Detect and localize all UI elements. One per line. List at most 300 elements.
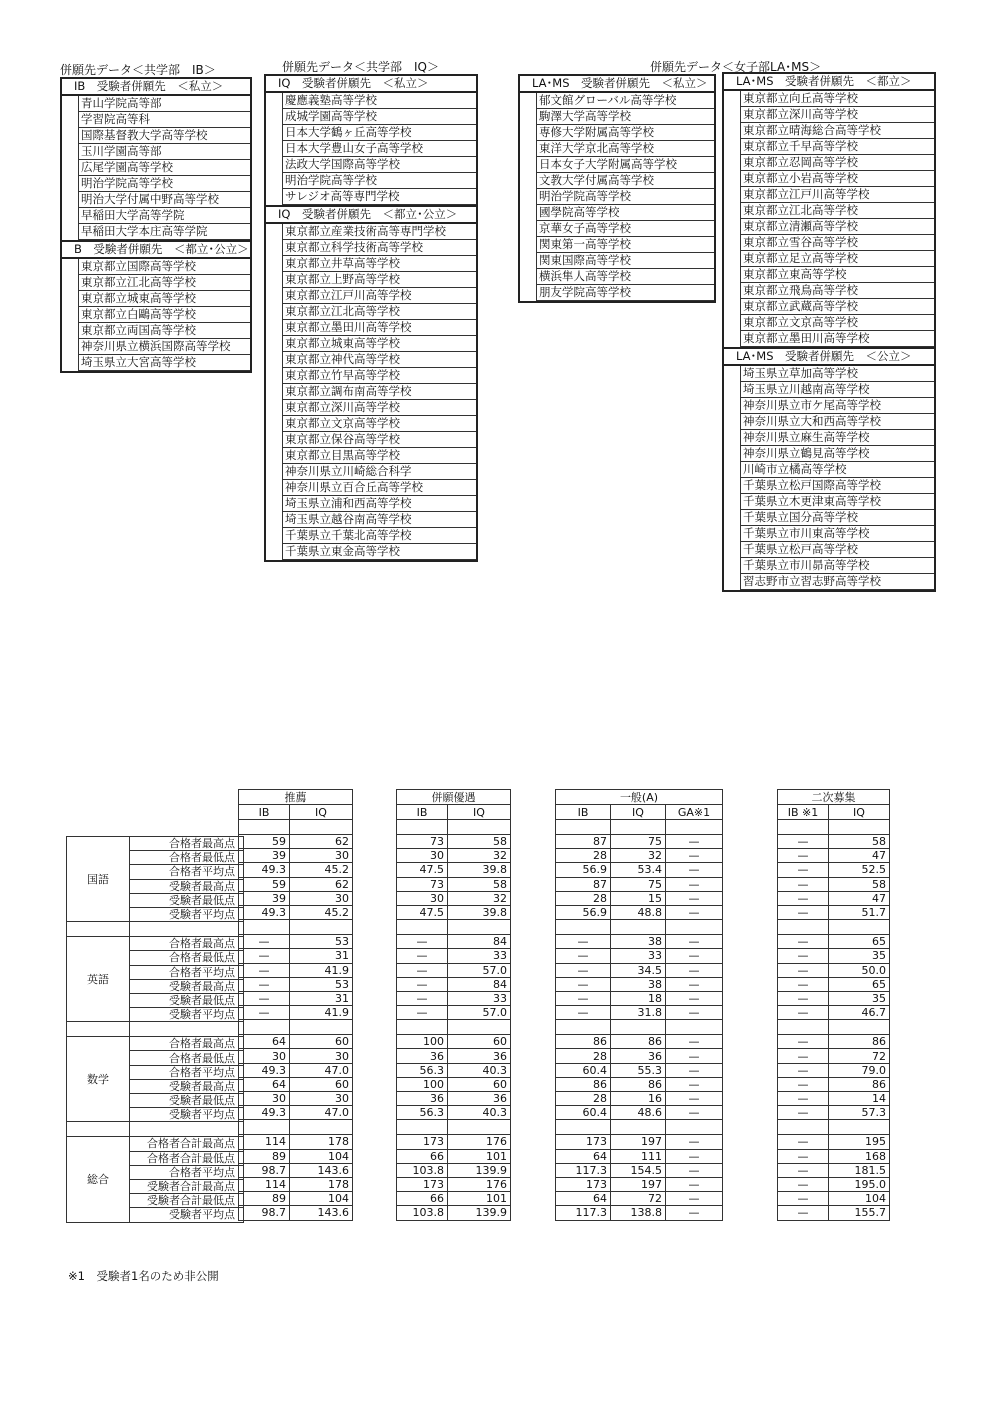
score-cell: 51.7 [829, 905, 890, 919]
school-list-item: 東京都立小岩高等学校 [740, 171, 934, 187]
score-cell: — [666, 905, 723, 919]
table-row [778, 1049, 890, 1063]
table-title: 一般(A) [556, 790, 723, 805]
score-cell: 18 [611, 991, 666, 1005]
table-row [397, 1149, 511, 1163]
metric-label: 合格者最低点 [130, 851, 244, 865]
school-list-item: 千葉県立国分高等学校 [740, 510, 934, 526]
table-row [239, 905, 353, 919]
table-title: 併願優遇 [397, 790, 511, 805]
score-cell: — [556, 949, 611, 963]
table-row [239, 1177, 353, 1191]
column-header: IB ※1 [778, 805, 829, 820]
table-row [778, 1092, 890, 1106]
table-row [556, 1163, 723, 1177]
score-cell: 45.2 [290, 905, 353, 919]
score-cell: 104 [290, 1149, 353, 1163]
score-cell: 58 [829, 877, 890, 891]
lams-public-list [722, 72, 936, 592]
score-cell: 86 [829, 1077, 890, 1091]
score-cell: 117.3 [556, 1163, 611, 1177]
score-cell: 31 [290, 949, 353, 963]
score-cell: 73 [397, 877, 448, 891]
table-row [397, 1135, 511, 1149]
column-header: IQ [290, 805, 353, 820]
score-cell: — [666, 935, 723, 949]
score-cell: — [666, 1177, 723, 1191]
score-cell: 46.7 [829, 1006, 890, 1020]
metric-label: 合格者合計最低点 [130, 1151, 244, 1165]
metric-label: 受験者最低点 [130, 1094, 244, 1108]
school-list-item: 東京都立国際高等学校 [78, 259, 250, 275]
table-row [556, 1049, 723, 1063]
table-row [556, 1149, 723, 1163]
score-cell: — [666, 1192, 723, 1206]
score-cell: 28 [556, 891, 611, 905]
score-cell: 40.3 [448, 1106, 511, 1120]
score-cell: 39.8 [448, 905, 511, 919]
school-list-item: 学習院高等科 [78, 112, 250, 128]
ippan-table [555, 789, 723, 1221]
school-list-item: 東京都立千早高等学校 [740, 139, 934, 155]
school-list-item: 日本大学鶴ヶ丘高等学校 [282, 125, 476, 141]
school-list-item: 東京都立深川高等学校 [282, 400, 476, 416]
score-cell: — [666, 1077, 723, 1091]
score-cell: 111 [611, 1149, 666, 1163]
table-row [556, 1192, 723, 1206]
school-list-item: 千葉県立松戸高等学校 [740, 542, 934, 558]
school-list-item: 東京都立江北高等学校 [282, 304, 476, 320]
score-cell: 101 [448, 1149, 511, 1163]
table-row [778, 1206, 890, 1220]
table-row [397, 1049, 511, 1063]
school-list-item: 埼玉県立越谷南高等学校 [282, 512, 476, 528]
table-row [239, 835, 353, 849]
score-cell: — [778, 949, 829, 963]
table-row [397, 1077, 511, 1091]
score-cell: 75 [611, 877, 666, 891]
table-row [778, 935, 890, 949]
score-cell: 178 [290, 1177, 353, 1191]
score-cell: 47.5 [397, 905, 448, 919]
score-cell: 75 [611, 835, 666, 849]
table-row [778, 963, 890, 977]
school-list-item: 神奈川県立川崎総合科学 [282, 464, 476, 480]
table-row [556, 1106, 723, 1120]
school-list-item: 朋友学院高等学校 [536, 285, 714, 301]
score-cell: — [666, 949, 723, 963]
table-row [778, 949, 890, 963]
table-row [239, 891, 353, 905]
school-list-item: 千葉県立千葉北高等学校 [282, 528, 476, 544]
metric-label: 受験者平均点 [130, 1208, 244, 1222]
school-list-item: 神奈川県立大和西高等学校 [740, 414, 934, 430]
table-row [556, 1035, 723, 1049]
score-cell: 38 [611, 977, 666, 991]
table-row [239, 1006, 353, 1020]
score-cell: 16 [611, 1092, 666, 1106]
metric-label: 受験者合計最高点 [130, 1179, 244, 1193]
table-row [778, 1035, 890, 1049]
lams-tokyo-items [724, 91, 934, 347]
score-cell: 47.5 [397, 863, 448, 877]
score-cell: — [666, 1163, 723, 1177]
score-cell: 84 [448, 977, 511, 991]
school-list-item: 東京都立保谷高等学校 [282, 432, 476, 448]
score-cell: 197 [611, 1177, 666, 1191]
table-row [239, 1163, 353, 1177]
school-list-item: 駒澤大学高等学校 [536, 109, 714, 125]
school-list-item: 埼玉県立大宮高等学校 [78, 355, 250, 371]
table-row [397, 935, 511, 949]
score-cell: 62 [290, 835, 353, 849]
score-cell: — [666, 963, 723, 977]
school-list-item: 千葉県立松戸国際高等学校 [740, 478, 934, 494]
score-cell: — [666, 1063, 723, 1077]
score-cell: — [556, 977, 611, 991]
column-header: GA※1 [666, 805, 723, 820]
score-cell: — [556, 991, 611, 1005]
score-cell: — [397, 977, 448, 991]
table-row [556, 835, 723, 849]
score-cell: 60 [448, 1077, 511, 1091]
score-cell: — [239, 991, 290, 1005]
score-cell: 84 [448, 935, 511, 949]
table-row [556, 905, 723, 919]
score-cell: 36 [448, 1092, 511, 1106]
score-cell: 32 [448, 849, 511, 863]
score-cell: 31.8 [611, 1006, 666, 1020]
score-cell: 173 [556, 1177, 611, 1191]
metric-label: 受験者最高点 [130, 879, 244, 893]
score-cell: 114 [239, 1177, 290, 1191]
school-list-item: 東京都立江戸川高等学校 [282, 288, 476, 304]
table-row [239, 1192, 353, 1206]
score-cell: 98.7 [239, 1163, 290, 1177]
metric-label: 合格者最高点 [130, 937, 244, 951]
school-list-item: 専修大学附属高等学校 [536, 125, 714, 141]
caption-ib: 併願先データ＜共学部 IB＞ [60, 63, 216, 77]
score-cell: — [666, 991, 723, 1005]
score-cell: 53 [290, 935, 353, 949]
school-list-item: 東京都立墨田川高等学校 [740, 331, 934, 347]
score-cell: 47.0 [290, 1063, 353, 1077]
lams-private-items [520, 93, 714, 301]
school-list-item: 日本女子大学附属高等学校 [536, 157, 714, 173]
table-row [556, 849, 723, 863]
table-row [556, 1177, 723, 1191]
score-cell: — [778, 1135, 829, 1149]
score-cell: 15 [611, 891, 666, 905]
score-cell: 87 [556, 835, 611, 849]
column-header: IQ [448, 805, 511, 820]
metric-label: 合格者合計最高点 [130, 1137, 244, 1151]
score-cell: — [666, 1135, 723, 1149]
score-cell: 56.3 [397, 1063, 448, 1077]
score-cell: 87 [556, 877, 611, 891]
score-cell: 103.8 [397, 1206, 448, 1220]
school-list-item: 埼玉県立川越南高等学校 [740, 382, 934, 398]
iq-heigan-list [264, 74, 478, 562]
metric-label: 合格者平均点 [130, 965, 244, 979]
score-cell: 59 [239, 835, 290, 849]
score-cell: 138.8 [611, 1206, 666, 1220]
score-cell: — [778, 1206, 829, 1220]
score-cell: 114 [239, 1135, 290, 1149]
score-cell: 60 [448, 1035, 511, 1049]
score-cell: 197 [611, 1135, 666, 1149]
score-cell: 57.3 [829, 1106, 890, 1120]
iq-private-items [266, 93, 476, 205]
score-cell: — [778, 905, 829, 919]
score-cell: 72 [611, 1192, 666, 1206]
table-row [778, 905, 890, 919]
school-list-item: 川崎市立橘高等学校 [740, 462, 934, 478]
table-row [397, 877, 511, 891]
score-cell: 86 [556, 1035, 611, 1049]
table-row [556, 977, 723, 991]
school-list-item: 東京都立神代高等学校 [282, 352, 476, 368]
table-row [778, 863, 890, 877]
score-cell: 98.7 [239, 1206, 290, 1220]
table-row [397, 977, 511, 991]
score-cell: — [239, 1006, 290, 1020]
school-list-item: 東京都立城東高等学校 [282, 336, 476, 352]
school-list-item: 明治学院高等学校 [536, 189, 714, 205]
score-cell: — [778, 977, 829, 991]
score-cell: 57.0 [448, 1006, 511, 1020]
score-cell: 50.0 [829, 963, 890, 977]
score-cell: 39 [239, 891, 290, 905]
metric-label: 受験者最低点 [130, 893, 244, 907]
table-row [778, 1163, 890, 1177]
score-cell: — [778, 1049, 829, 1063]
school-list-item: 東京都立東高等学校 [740, 267, 934, 283]
score-cell: 49.3 [239, 1063, 290, 1077]
school-list-item: 東京都立調布南高等学校 [282, 384, 476, 400]
school-list-item: 埼玉県立草加高等学校 [740, 366, 934, 382]
school-list-item: 玉川学園高等部 [78, 144, 250, 160]
score-cell: 30 [239, 1049, 290, 1063]
school-list-item: 東京都立竹早高等学校 [282, 368, 476, 384]
table-row [239, 963, 353, 977]
score-cell: — [778, 891, 829, 905]
ib-private-header: IB 受験者併願先 ＜私立＞ [62, 79, 250, 96]
score-cell: 100 [397, 1077, 448, 1091]
score-cell: 56.3 [397, 1106, 448, 1120]
score-cell: 36 [448, 1049, 511, 1063]
lams-private-list [518, 74, 716, 303]
score-cell: 60 [290, 1035, 353, 1049]
score-cell: 86 [556, 1077, 611, 1091]
metric-label: 合格者最低点 [130, 1051, 244, 1065]
table-row [397, 1063, 511, 1077]
school-list-item: 横浜隼人高等学校 [536, 269, 714, 285]
ib-public-header: B 受験者併願先 ＜都立･公立＞ [62, 240, 250, 259]
table-row [397, 1163, 511, 1177]
score-cell: 59 [239, 877, 290, 891]
score-cell: 34.5 [611, 963, 666, 977]
table-row [556, 935, 723, 949]
table-row [397, 963, 511, 977]
table-row [239, 1135, 353, 1149]
score-cell: 103.8 [397, 1163, 448, 1177]
score-cell: — [556, 1006, 611, 1020]
school-list-item: 郁文館グローバル高等学校 [536, 93, 714, 109]
niji-table [777, 789, 890, 1221]
school-list-item: 東京都立雪谷高等学校 [740, 235, 934, 251]
footnote: ※1 受験者1名のため非公開 [68, 1269, 219, 1283]
subject-label: 英語 [67, 937, 130, 1022]
score-cell: — [778, 1092, 829, 1106]
score-cell: 173 [397, 1135, 448, 1149]
score-cell: 36 [397, 1049, 448, 1063]
table-row [397, 905, 511, 919]
score-cell: 48.8 [611, 905, 666, 919]
score-cell: 181.5 [829, 1163, 890, 1177]
school-list-item: 東京都立忍岡高等学校 [740, 155, 934, 171]
score-cell: — [778, 1035, 829, 1049]
caption-iq: 併願先データ＜共学部 IQ＞ [282, 60, 439, 74]
subject-label: 数学 [67, 1037, 130, 1122]
score-cell: 30 [290, 891, 353, 905]
school-list-item: 國學院高等学校 [536, 205, 714, 221]
score-cell: 36 [397, 1092, 448, 1106]
score-cell: 143.6 [290, 1163, 353, 1177]
school-list-item: 東京都立上野高等学校 [282, 272, 476, 288]
score-cell: — [666, 1035, 723, 1049]
score-cell: — [556, 963, 611, 977]
table-row [556, 1092, 723, 1106]
metric-label: 合格者最高点 [130, 1037, 244, 1051]
metric-label: 受験者平均点 [130, 1008, 244, 1022]
table-row [239, 1077, 353, 1091]
score-cell: — [239, 935, 290, 949]
school-list-item: 東京都立科学技術高等学校 [282, 240, 476, 256]
column-header: IB [397, 805, 448, 820]
score-cell: 58 [448, 835, 511, 849]
table-row [239, 935, 353, 949]
score-cell: 89 [239, 1192, 290, 1206]
table-row [778, 1177, 890, 1191]
metric-label: 受験者平均点 [130, 1108, 244, 1122]
table-row [239, 1035, 353, 1049]
school-list-item: 東京都立文京高等学校 [740, 315, 934, 331]
school-list-item: 東京都立文京高等学校 [282, 416, 476, 432]
score-cell: — [778, 1177, 829, 1191]
school-list-item: 成城学園高等学校 [282, 109, 476, 125]
lams-private-header: LA･MS 受験者併願先 ＜私立＞ [520, 76, 714, 93]
table-row [239, 977, 353, 991]
score-cell: — [666, 1149, 723, 1163]
lams-public-header: LA･MS 受験者併願先 ＜公立＞ [724, 347, 934, 366]
score-cell: 65 [829, 977, 890, 991]
school-list-item: 東京都立江戸川高等学校 [740, 187, 934, 203]
table-row [239, 1049, 353, 1063]
table-row [397, 835, 511, 849]
table-row [239, 1206, 353, 1220]
score-cell: 14 [829, 1092, 890, 1106]
score-cell: — [666, 877, 723, 891]
table-row [397, 991, 511, 1005]
score-cell: 178 [290, 1135, 353, 1149]
score-cell: 86 [611, 1077, 666, 1091]
score-cell: 56.9 [556, 905, 611, 919]
table-row [556, 1063, 723, 1077]
table-row [397, 849, 511, 863]
table-row [397, 1106, 511, 1120]
table-row [556, 891, 723, 905]
score-cell: 139.9 [448, 1163, 511, 1177]
column-header: IQ [829, 805, 890, 820]
table-row [778, 891, 890, 905]
metric-label: 合格者平均点 [130, 1065, 244, 1079]
score-cell: — [666, 1006, 723, 1020]
score-cell: 73 [397, 835, 448, 849]
school-list-item: 東京都立目黒高等学校 [282, 448, 476, 464]
score-cell: — [397, 935, 448, 949]
score-cell: 33 [448, 991, 511, 1005]
score-cell: 195 [829, 1135, 890, 1149]
metric-label: 受験者最高点 [130, 1079, 244, 1093]
score-cell: — [239, 949, 290, 963]
score-cell: 117.3 [556, 1206, 611, 1220]
school-list-item: 東京都立江北高等学校 [740, 203, 934, 219]
score-cell: 52.5 [829, 863, 890, 877]
score-cell: 60 [290, 1077, 353, 1091]
school-list-item: 神奈川県立鶴見高等学校 [740, 446, 934, 462]
column-header: IB [239, 805, 290, 820]
metric-label: 受験者合計最低点 [130, 1194, 244, 1208]
score-cell: 53 [290, 977, 353, 991]
score-cell: 143.6 [290, 1206, 353, 1220]
caption-lams: 併願先データ＜女子部LA･MS＞ [650, 60, 822, 74]
table-row [556, 991, 723, 1005]
score-cell: — [666, 1206, 723, 1220]
score-cell: 55.3 [611, 1063, 666, 1077]
school-list-item: 東京都立産業技術高等専門学校 [282, 224, 476, 240]
metric-label: 受験者最低点 [130, 993, 244, 1007]
school-list-item: 日本大学豊山女子高等学校 [282, 141, 476, 157]
score-cell: 86 [829, 1035, 890, 1049]
score-cell: 86 [611, 1035, 666, 1049]
school-list-item: 神奈川県立市ケ尾高等学校 [740, 398, 934, 414]
table-row [556, 1206, 723, 1220]
table-row [397, 1177, 511, 1191]
score-cell: — [778, 1163, 829, 1177]
score-cell: — [397, 991, 448, 1005]
metric-label: 受験者最高点 [130, 979, 244, 993]
score-cell: 65 [829, 935, 890, 949]
table-row [397, 863, 511, 877]
score-cell: 28 [556, 1092, 611, 1106]
score-cell: 64 [556, 1149, 611, 1163]
iq-private-header: IQ 受験者併願先 ＜私立＞ [266, 76, 476, 93]
score-cell: 47 [829, 849, 890, 863]
school-list-item: 東京都立武蔵高等学校 [740, 299, 934, 315]
school-list-item: 千葉県立木更津東高等学校 [740, 494, 934, 510]
score-cell: 30 [397, 849, 448, 863]
score-cell: 45.2 [290, 863, 353, 877]
score-cell: — [778, 935, 829, 949]
table-row [239, 1092, 353, 1106]
score-cell: 64 [556, 1192, 611, 1206]
table-row [397, 891, 511, 905]
school-list-item: 慶應義塾高等学校 [282, 93, 476, 109]
score-cell: — [666, 835, 723, 849]
table-row [778, 1192, 890, 1206]
score-cell: 176 [448, 1135, 511, 1149]
